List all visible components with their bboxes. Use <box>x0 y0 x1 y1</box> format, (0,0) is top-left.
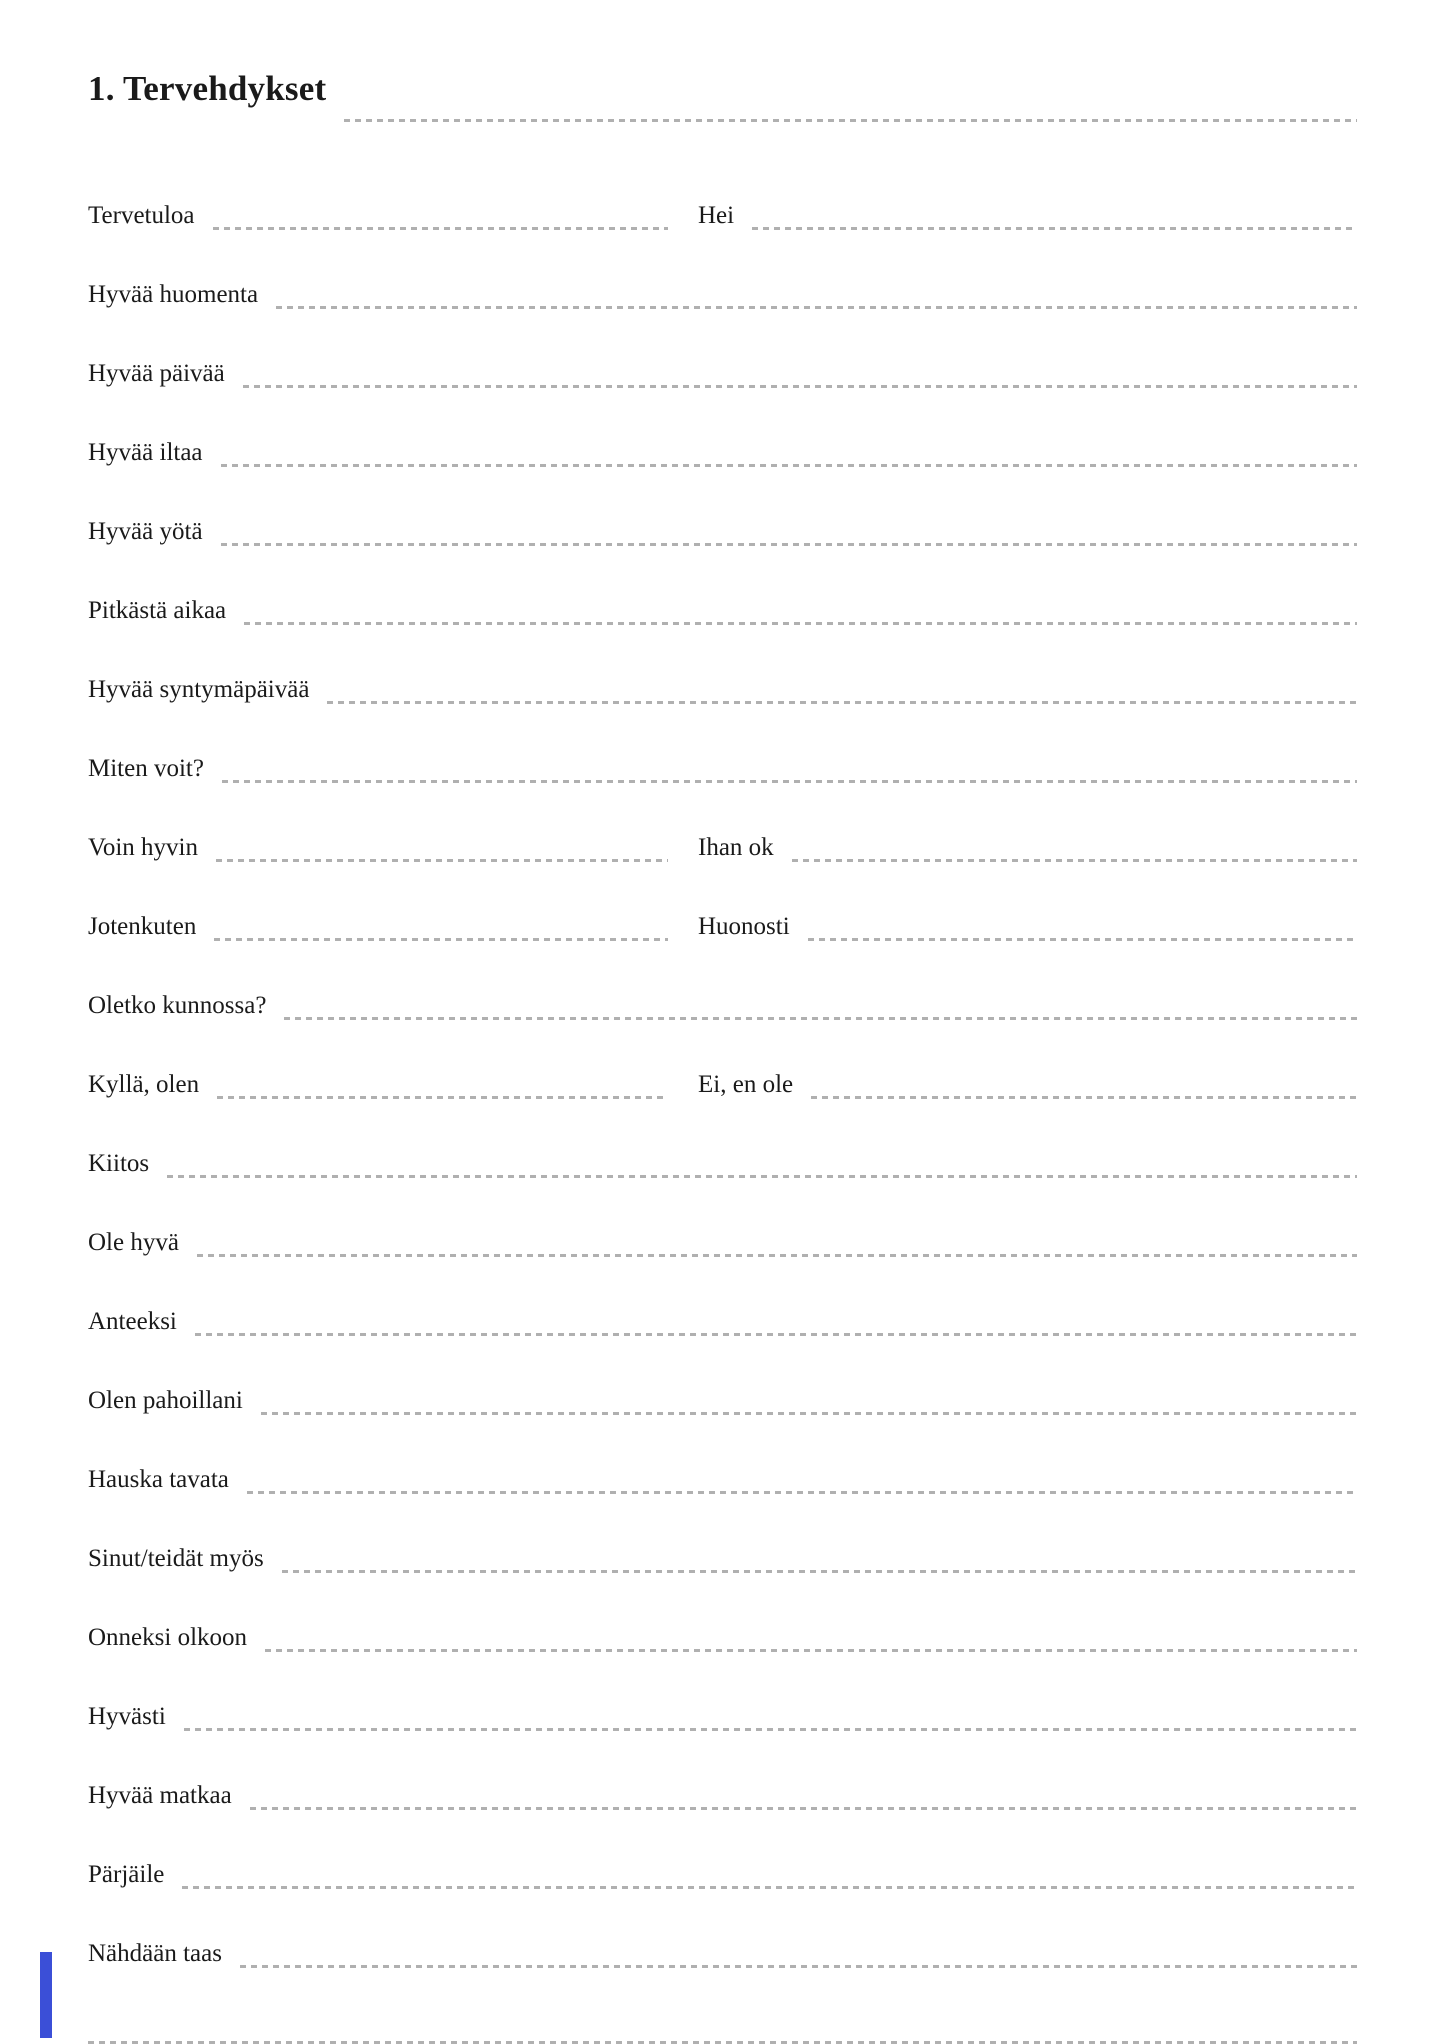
phrase-label: Ole hyvä <box>88 1229 179 1256</box>
phrase-row <box>88 1501 1357 1580</box>
phrase-cell <box>88 991 1357 1021</box>
phrase-cell-col1 <box>88 912 698 942</box>
phrase-row <box>88 395 1357 474</box>
phrase-cell <box>88 1939 1357 1969</box>
fill-in-dotted-line <box>808 938 1357 941</box>
phrase-cell-col2 <box>698 833 1357 863</box>
phrase-row <box>88 316 1357 395</box>
phrase-label: Anteeksi <box>88 1308 177 1335</box>
phrase-label: Voin hyvin <box>88 834 198 861</box>
phrase-label: Kiitos <box>88 1150 150 1177</box>
phrase-label: Olen pahoillani <box>88 1387 243 1414</box>
fill-in-dotted-line <box>265 1649 1357 1652</box>
phrase-cell <box>88 1386 1357 1416</box>
phrase-cell <box>88 1702 1357 1732</box>
fill-in-dotted-line <box>792 859 1357 862</box>
fill-in-dotted-line <box>184 1728 1357 1731</box>
fill-in-dotted-line <box>221 464 1357 467</box>
phrase-label: Kyllä, olen <box>88 1071 200 1098</box>
section-title-row <box>88 70 1357 108</box>
phrase-label: Hyvää iltaa <box>88 439 203 466</box>
phrase-cell <box>88 754 1357 784</box>
phrase-cell <box>88 280 1357 310</box>
phrase-row <box>88 158 1357 237</box>
phrase-cell <box>88 675 1357 705</box>
phrase-cell <box>88 1307 1357 1337</box>
phrase-cell <box>88 1228 1357 1258</box>
phrase-row <box>88 474 1357 553</box>
phrase-label: Hyvää yötä <box>88 518 203 545</box>
fill-in-dotted-line <box>811 1096 1357 1099</box>
phrase-row <box>88 1264 1357 1343</box>
phrase-label: Hauska tavata <box>88 1466 229 1493</box>
phrase-cell <box>88 438 1357 468</box>
phrase-row <box>88 790 1357 869</box>
phrase-label: Pärjäile <box>88 1861 165 1888</box>
fill-in-dotted-line <box>221 543 1357 546</box>
page-edge-accent-bar <box>40 1952 52 2038</box>
phrase-cell <box>88 1860 1357 1890</box>
phrase-row <box>88 632 1357 711</box>
fill-in-dotted-line <box>282 1570 1357 1573</box>
phrase-label: Hyvää huomenta <box>88 281 259 308</box>
phrase-label: Ihan ok <box>698 834 774 861</box>
fill-in-dotted-line <box>217 1096 668 1099</box>
fill-in-dotted-line <box>222 780 1357 783</box>
phrase-cell <box>88 1623 1357 1653</box>
fill-in-dotted-line <box>261 1412 1357 1415</box>
phrase-row <box>88 948 1357 1027</box>
phrase-row <box>88 553 1357 632</box>
fill-in-dotted-line <box>213 227 668 230</box>
phrase-label: Pitkästä aikaa <box>88 597 227 624</box>
page-title: 1. Tervehdykset <box>88 69 327 108</box>
phrase-cell-col1 <box>88 201 698 231</box>
phrase-row <box>88 1659 1357 1738</box>
phrase-label: Sinut/teidät myös <box>88 1545 264 1572</box>
fill-in-dotted-line <box>182 1886 1357 1889</box>
phrase-cell <box>88 517 1357 547</box>
phrase-row <box>88 1580 1357 1659</box>
phrase-cell-col2 <box>698 201 1357 231</box>
phrase-cell-col2 <box>698 912 1357 942</box>
fill-in-dotted-line <box>276 306 1357 309</box>
fill-in-dotted-line <box>752 227 1357 230</box>
phrase-cell <box>88 1544 1357 1574</box>
phrase-cell <box>88 1465 1357 1495</box>
phrase-label: Oletko kunnossa? <box>88 992 267 1019</box>
fill-in-dotted-line <box>167 1175 1357 1178</box>
phrase-label: Hyvästi <box>88 1703 166 1730</box>
phrase-row <box>88 237 1357 316</box>
fill-in-dotted-line <box>284 1017 1357 1020</box>
phrase-label: Ei, en ole <box>698 1071 794 1098</box>
phrase-row <box>88 1106 1357 1185</box>
phrase-cell-col1 <box>88 833 698 863</box>
phrase-label: Hyvää päivää <box>88 360 225 387</box>
fill-in-dotted-line <box>327 701 1357 704</box>
fill-in-dotted-line <box>247 1491 1357 1494</box>
phrase-row <box>88 1817 1357 1896</box>
fill-in-dotted-line <box>250 1807 1357 1810</box>
phrase-label: Onneksi olkoon <box>88 1624 248 1651</box>
phrase-label: Hei <box>698 202 735 229</box>
phrase-row <box>88 1738 1357 1817</box>
phrase-label: Jotenkuten <box>88 913 197 940</box>
phrase-cell <box>88 1149 1357 1179</box>
phrase-row <box>88 869 1357 948</box>
phrase-row <box>88 1027 1357 1106</box>
title-dotted-line <box>344 119 1357 122</box>
phrase-list <box>88 158 1357 1975</box>
phrase-label: Hyvää matkaa <box>88 1782 232 1809</box>
fill-in-dotted-line <box>195 1333 1357 1336</box>
phrase-row <box>88 1422 1357 1501</box>
worksheet-page <box>88 0 1357 2044</box>
phrase-label: Miten voit? <box>88 755 204 782</box>
fill-in-dotted-line <box>214 938 668 941</box>
phrase-label: Nähdään taas <box>88 1940 222 1967</box>
phrase-label: Tervetuloa <box>88 202 195 229</box>
fill-in-dotted-line <box>240 1965 1357 1968</box>
phrase-cell <box>88 359 1357 389</box>
phrase-cell <box>88 596 1357 626</box>
fill-in-dotted-line <box>216 859 668 862</box>
phrase-cell <box>88 1781 1357 1811</box>
fill-in-dotted-line <box>197 1254 1357 1257</box>
phrase-row <box>88 1343 1357 1422</box>
phrase-row <box>88 1896 1357 1975</box>
phrase-label: Huonosti <box>698 913 790 940</box>
phrase-cell-col2 <box>698 1070 1357 1100</box>
phrase-row <box>88 1185 1357 1264</box>
phrase-row <box>88 711 1357 790</box>
phrase-label: Hyvää syntymäpäivää <box>88 676 310 703</box>
phrase-cell-col1 <box>88 1070 698 1100</box>
fill-in-dotted-line <box>243 385 1357 388</box>
fill-in-dotted-line <box>244 622 1357 625</box>
